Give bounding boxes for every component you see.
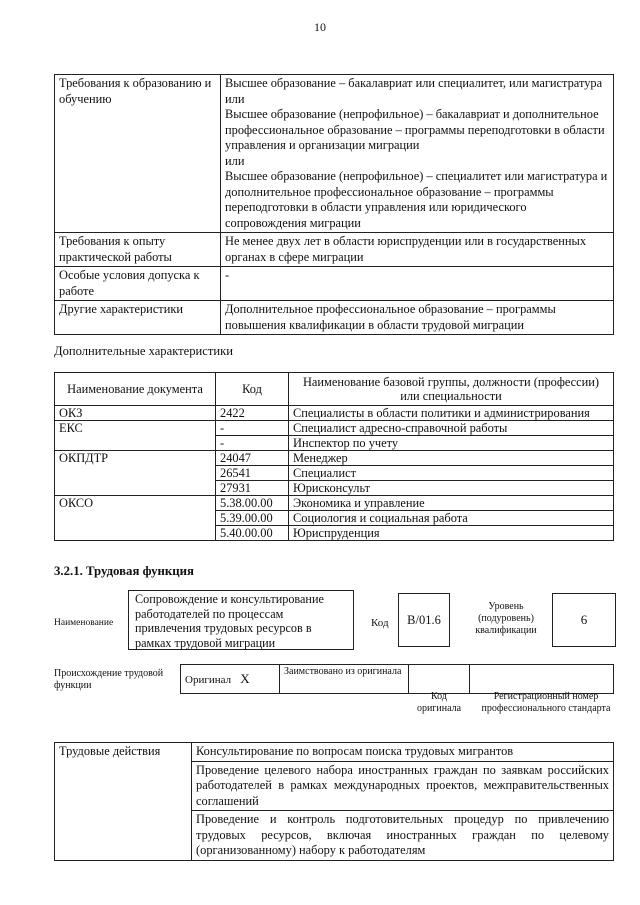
requirement-label: Требования к образованию и обучению <box>55 75 221 233</box>
name-cell: Инспектор по учету <box>289 436 614 451</box>
requirements-table <box>54 74 614 335</box>
requirement-line: Дополнительное профессиональное образование – программы повышения квалификации в области трудовой миграции <box>225 302 556 332</box>
name-cell: Специалисты в области политики и администрирования <box>289 406 614 421</box>
action-item: Проведение целевого набора иностранных граждан по заявкам российских работодателей в рамках международных проектов, межправительственных соглашений <box>192 761 614 811</box>
name-cell: Специалист адресно-справочной работы <box>289 421 614 436</box>
function-code: В/01.6 <box>407 613 441 627</box>
name-cell: Социология и социальная работа <box>289 511 614 526</box>
name-cell: Юрисконсульт <box>289 481 614 496</box>
level-value-box <box>552 593 616 647</box>
table-row <box>55 526 614 541</box>
function-code-box <box>398 593 450 647</box>
table-row <box>55 436 614 451</box>
code-cell: 24047 <box>216 451 289 466</box>
doc-cell: ОКПДТР <box>55 451 216 466</box>
table-header-row <box>55 373 614 406</box>
table-row <box>55 481 614 496</box>
borrowed-cell: Заимствовано из оригинала <box>280 665 409 694</box>
page-number: 10 <box>314 20 326 34</box>
requirement-line: Высшее образование (непрофильное) – специалитет или магистратура и дополнительное профессиональное образование – программы переподготовки в области управления или юридического сопровождения миграции <box>225 169 608 230</box>
requirement-line: Высшее образование (непрофильное) – бакалавриат и дополнительное профессиональное образование – программы переподготовки в области управления и организации миграции <box>225 107 605 152</box>
requirement-line: Высшее образование – бакалавриат или специалитет, или магистратура <box>225 76 603 90</box>
original-label: Оригинал <box>185 673 232 686</box>
column-header: Наименование документа <box>55 373 216 406</box>
requirement-line: - <box>225 268 230 282</box>
origin-label: Происхождение трудовой функции <box>54 668 164 691</box>
code-label: Код <box>371 617 389 629</box>
table-row <box>181 665 614 694</box>
name-cell: Специалист <box>289 466 614 481</box>
additional-table <box>54 372 614 541</box>
doc-cell <box>55 466 216 481</box>
requirement-line: или <box>225 153 245 168</box>
doc-cell: ОКСО <box>55 496 216 511</box>
code-cell: 5.39.00.00 <box>216 511 289 526</box>
table-row <box>55 406 614 421</box>
doc-cell <box>55 526 216 541</box>
name-cell: Экономика и управление <box>289 496 614 511</box>
name-cell: Юриспруденция <box>289 526 614 541</box>
requirement-line: Не менее двух лет в области юриспруденции или в государственных органах в сфере миграции <box>225 234 587 264</box>
reg-number-caption: Регистрационный номер профессионального стандарта <box>481 691 611 714</box>
requirement-value <box>221 301 614 335</box>
requirement-value <box>221 267 614 301</box>
requirement-label: Особые условия допуска к работе <box>55 267 221 301</box>
doc-cell <box>55 436 216 451</box>
requirement-line: или <box>225 91 245 106</box>
origin-code-cell <box>409 665 470 694</box>
function-name: Сопровождение и консультирование работодателей по процессам привлечения трудовых ресурсов в рамках трудовой миграции <box>135 592 324 650</box>
doc-cell: ЕКС <box>55 421 216 436</box>
function-name-box <box>128 590 354 650</box>
table-row <box>55 267 614 301</box>
reg-number-cell <box>470 665 614 694</box>
table-row <box>55 75 614 233</box>
doc-cell <box>55 511 216 526</box>
level-value: 6 <box>580 612 588 627</box>
origin-code-caption: Код оригинала <box>416 691 462 714</box>
code-cell: 2422 <box>216 406 289 421</box>
code-cell: 26541 <box>216 466 289 481</box>
table-row <box>55 496 614 511</box>
code-cell: 5.38.00.00 <box>216 496 289 511</box>
table-row <box>55 511 614 526</box>
requirement-value <box>221 75 614 233</box>
name-label: Наименование <box>54 618 114 628</box>
action-item: Консультирование по вопросам поиска трудовых мигрантов <box>192 743 614 762</box>
section-title: 3.2.1. Трудовая функция <box>54 564 194 578</box>
requirement-label: Требования к опыту практической работы <box>55 233 221 267</box>
original-cell <box>181 665 280 694</box>
original-mark: X <box>240 670 250 686</box>
actions-label: Трудовые действия <box>55 743 192 861</box>
doc-cell: ОКЗ <box>55 406 216 421</box>
requirement-label: Другие характеристики <box>55 301 221 335</box>
table-row <box>55 466 614 481</box>
labor-actions-table <box>54 742 614 861</box>
table-row <box>55 451 614 466</box>
table-row <box>55 421 614 436</box>
requirement-value <box>221 233 614 267</box>
table-row <box>55 233 614 267</box>
code-cell: - <box>216 436 289 451</box>
column-header: Наименование базовой группы, должности (профессии) или специальности <box>289 373 614 406</box>
code-cell: 27931 <box>216 481 289 496</box>
origin-table <box>180 664 614 694</box>
doc-cell <box>55 481 216 496</box>
action-item: Проведение и контроль подготовительных процедур по привлечению трудовых ресурсов, включая иностранных граждан по целевому (организованному) набору к работодателям <box>192 811 614 861</box>
level-label: Уровень (подуровень) квалификации <box>475 601 537 636</box>
table-row <box>55 301 614 335</box>
additional-title: Дополнительные характеристики <box>54 344 233 358</box>
code-cell: - <box>216 421 289 436</box>
name-cell: Менеджер <box>289 451 614 466</box>
code-cell: 5.40.00.00 <box>216 526 289 541</box>
table-row <box>55 743 614 762</box>
column-header: Код <box>216 373 289 406</box>
